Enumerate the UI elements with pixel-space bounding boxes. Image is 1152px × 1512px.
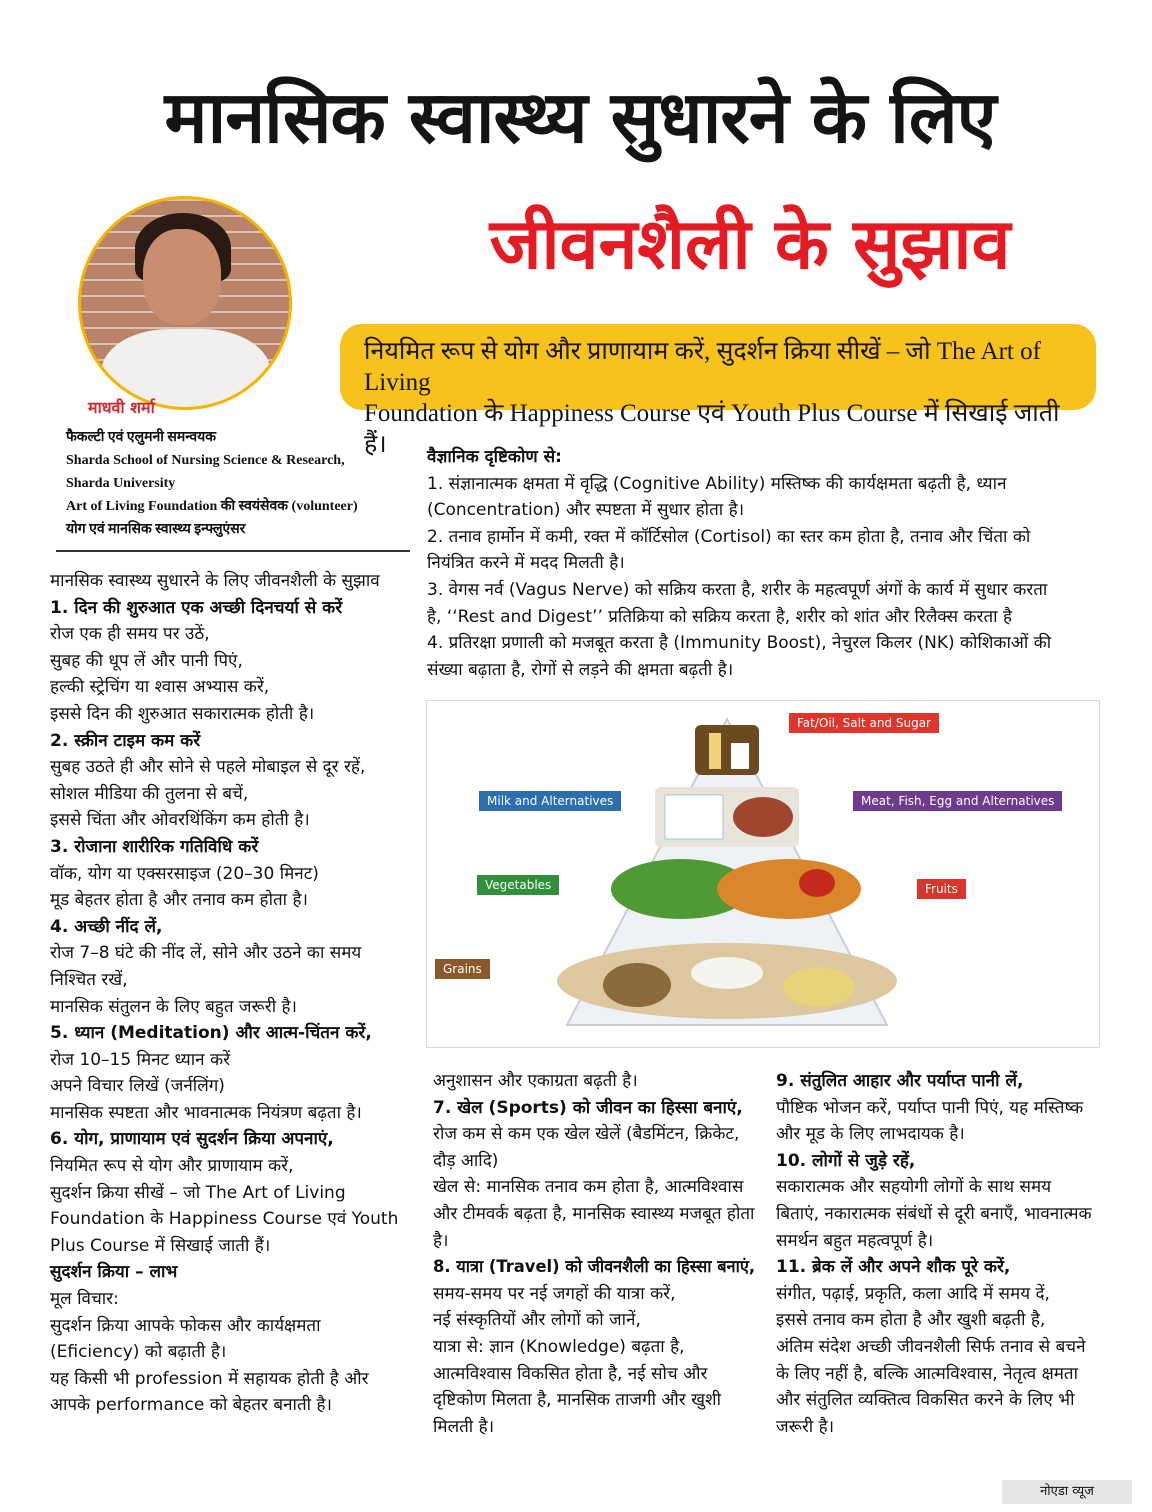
food-pyramid-image: [426, 700, 1100, 1048]
text-line: 1. संज्ञानात्मक क्षमता में वृद्धि (Cognitive Ability) मस्तिष्क की कार्यक्षमता बढ़ती है, ध्यान: [427, 473, 1007, 494]
text-line: मिलती है।: [433, 1416, 495, 1437]
text-line: 4. प्रतिरक्षा प्रणाली को मजबूत करता है (Immunity Boost), नेचुरल किलर (NK) कोशिकाओं की: [427, 633, 1052, 654]
milk-cartons-shape: [665, 795, 723, 839]
label-fruits: Fruits: [917, 879, 966, 899]
pyramid-tier-fruits: [717, 859, 861, 919]
author-credentials: [66, 426, 406, 541]
middle-column-text: [433, 1068, 755, 1440]
meat-shape: [733, 797, 793, 837]
banner-text: [364, 336, 1076, 460]
right-column-text: [776, 1068, 1110, 1440]
text-line: वॉक, योग या एक्सरसाइज (20–30 मिनट): [50, 863, 319, 884]
banner-line-1: नियमित रूप से योग और प्राणायाम करें, सुदर्शन क्रिया सीखें – जो The Art of Living: [364, 338, 1041, 396]
salt-shaker-shape: [731, 743, 749, 769]
text-line: है, ‘‘Rest and Digest’’ प्रतिक्रिया को सक्रिय करता है, शरीर को शांत और रिलैक्स करता है: [427, 606, 1012, 627]
text-line: Foundation के Happiness Course एवं Youth: [50, 1209, 399, 1230]
text-line: आत्मविश्वास विकसित होता है, नई सोच और: [433, 1363, 708, 1384]
text-line: 1. दिन की शुरुआत एक अच्छी दिनचर्या से करें: [50, 597, 343, 618]
text-line: सुदर्शन क्रिया सीखें – जो The Art of Living: [50, 1182, 346, 1203]
text-line: रोज 7–8 घंटे की नींद लें, सोने और उठने का समय: [50, 943, 362, 964]
rice-bowl-shape: [691, 957, 763, 989]
text-line: 4. अच्छी नींद लें,: [50, 916, 163, 937]
footer-tag: नोएडा व्यूज: [1002, 1480, 1132, 1504]
text-line: 3. वेगस नर्व (Vagus Nerve) को सक्रिय करता है, शरीर के महत्वपूर्ण अंगों के कार्य में सुधार करता: [427, 579, 1048, 600]
author-name: माधवी शर्मा: [88, 398, 155, 417]
text-line: अपने विचार लिखें (जर्नलिंग): [50, 1076, 225, 1097]
banner-line-2: Foundation के Happiness Course एवं Youth Plus Course में सिखाई जाती हैं।: [364, 400, 1060, 458]
text-line: मूल विचार:: [50, 1289, 119, 1310]
label-fat-oil-salt-sugar: Fat/Oil, Salt and Sugar: [789, 713, 939, 733]
author-credential-line: Sharda University: [66, 476, 176, 491]
text-line: नियंत्रित करने में मदद मिलती है।: [427, 553, 625, 574]
author-credential-line: फैकल्टी एवं एलुमनी समन्वयक: [66, 430, 217, 445]
text-line: इससे दिन की शुरुआत सकारात्मक होती है।: [50, 703, 315, 724]
oil-bottle-shape: [709, 733, 721, 769]
text-line: 11. ब्रेक लें और अपने शौक पूरे करें,: [776, 1257, 1011, 1278]
text-line: अनुशासन और एकाग्रता बढ़ती है।: [433, 1071, 638, 1091]
text-line: संख्या बढ़ाता है, रोगों से लड़ने की क्षमता बढ़ती है।: [427, 659, 734, 680]
text-line: सुबह उठते ही और सोने से पहले मोबाइल से दूर रहें,: [50, 757, 366, 778]
text-line: जरूरी है।: [776, 1416, 835, 1437]
text-line: नियमित रूप से योग और प्राणायाम करें,: [50, 1156, 294, 1177]
text-line: आपके performance को बेहतर बनाती है।: [50, 1395, 332, 1416]
noodles-shape: [783, 967, 855, 1007]
text-line: Plus Course में सिखाई जाती हैं।: [50, 1235, 271, 1256]
text-line: इससे चिंता और ओवरथिंकिंग कम होती है।: [50, 810, 310, 831]
text-line: रोज 10–15 मिनट ध्यान करें: [50, 1049, 231, 1070]
text-line: सुदर्शन क्रिया – लाभ: [50, 1262, 178, 1283]
scientific-view-block: [427, 444, 1097, 683]
headline-line-2: जीवनशैली के सुझाव: [489, 203, 1011, 285]
text-line: मूड बेहतर होता है और तनाव कम होता है।: [50, 890, 308, 911]
text-line: मानसिक स्पष्टता और भावनात्मक नियंत्रण बढ़ता है।: [50, 1102, 362, 1123]
text-line: 6. योग, प्राणायाम एवं सुदर्शन क्रिया अपनाएं,: [50, 1129, 334, 1150]
text-line: और टीमवर्क बढ़ता है, मानसिक स्वास्थ्य मजबूत होता: [433, 1203, 755, 1224]
text-line: रोज एक ही समय पर उठें,: [50, 624, 210, 645]
author-photo: [78, 196, 292, 410]
text-line: (Eficiency) को बढ़ाती है।: [50, 1342, 227, 1363]
text-line: 2. स्क्रीन टाइम कम करें: [50, 730, 201, 751]
text-line: समर्थन बहुत महत्वपूर्ण है।: [776, 1230, 934, 1251]
text-line: रोज कम से कम एक खेल खेलें (बैडमिंटन, क्रिकेट,: [433, 1124, 740, 1145]
apple-shape: [799, 869, 835, 897]
author-credential-line: Sharda School of Nursing Science & Research,: [66, 453, 345, 468]
text-line: 10. लोगों से जुड़े रहें,: [776, 1150, 916, 1171]
text-line: पौष्टिक भोजन करें, पर्याप्त पानी पिएं, यह मस्तिष्क: [776, 1097, 1084, 1118]
author-credential-line: Art of Living Foundation की स्वयंसेवक (volunteer): [66, 499, 358, 514]
text-line: समय-समय पर नई जगहों की यात्रा करें,: [433, 1283, 676, 1304]
pyramid-tier-fat: [695, 725, 759, 775]
headline-line-1: मानसिक स्वास्थ्य सुधारने के लिए: [164, 75, 996, 159]
text-line: सोशल मीडिया की तुलना से बचें,: [50, 783, 249, 804]
text-line: 9. संतुलित आहार और पर्याप्त पानी लें,: [776, 1071, 1024, 1091]
text-line: (Concentration) और स्पष्टता में सुधार होता है।: [427, 500, 745, 521]
text-line: के लिए नहीं है, बल्कि आत्मविश्वास, नेतृत्व क्षमता: [776, 1363, 1079, 1384]
text-line: नई संस्कृतियों और लोगों को जानें,: [433, 1310, 641, 1331]
author-credential-line: योग एवं मानसिक स्वास्थ्य इन्फ्लुएंसर: [66, 522, 246, 537]
text-line: संगीत, पढ़ाई, प्रकृति, कला आदि में समय दें,: [776, 1283, 1050, 1304]
label-grains: Grains: [435, 959, 490, 979]
text-line: 5. ध्यान (Meditation) और आत्म-चिंतन करें,: [50, 1023, 372, 1044]
label-vegetables: Vegetables: [477, 875, 559, 895]
text-line: निश्चित रखें,: [50, 969, 128, 990]
text-line: और मूड के लिए लाभदायक है।: [776, 1124, 965, 1145]
text-line: यह किसी भी profession में सहायक होती है और: [50, 1368, 369, 1389]
food-pyramid-graphic: [427, 701, 1099, 1047]
left-column-text: [50, 568, 420, 1419]
text-line: वैज्ञानिक दृष्टिकोण से:: [427, 447, 562, 467]
text-line: 3. रोजाना शारीरिक गतिविधि करें: [50, 836, 259, 857]
text-line: बिताएं, नकारात्मक संबंधों से दूरी बनाएँ, भावनात्मक: [776, 1203, 1092, 1224]
text-line: दौड़ आदि): [433, 1150, 499, 1171]
text-line: इससे तनाव कम होता है और खुशी बढ़ती है,: [776, 1310, 1046, 1331]
label-milk: Milk and Alternatives: [479, 791, 621, 811]
text-line: और संतुलित व्यक्तित्व विकसित करने के लिए भी: [776, 1390, 1075, 1411]
text-line: सुबह की धूप लें और पानी पिएं,: [50, 650, 243, 671]
text-line: मानसिक संतुलन के लिए बहुत जरूरी है।: [50, 996, 297, 1017]
text-line: खेल से: मानसिक तनाव कम होता है, आत्मविश्वास: [433, 1177, 744, 1198]
label-meat: Meat, Fish, Egg and Alternatives: [853, 791, 1062, 811]
text-line: हल्की स्ट्रेचिंग या श्वास अभ्यास करें,: [50, 677, 270, 698]
text-line: सकारात्मक और सहयोगी लोगों के साथ समय: [776, 1177, 1052, 1198]
text-line: मानसिक स्वास्थ्य सुधारने के लिए जीवनशैली के सुझाव: [50, 571, 380, 591]
text-line: दृष्टिकोण मिलता है, मानसिक ताजगी और खुशी: [433, 1390, 721, 1411]
text-line: है।: [433, 1230, 449, 1251]
text-line: 2. तनाव हार्मोन में कमी, रक्त में कॉर्टिसोल (Cortisol) का स्तर कम होता है, तनाव और चिंता को: [427, 526, 1031, 547]
text-line: सुदर्शन क्रिया आपके फोकस और कार्यक्षमता: [50, 1315, 321, 1336]
author-face-shape: [143, 229, 221, 325]
text-line: यात्रा से: ज्ञान (Knowledge) बढ़ता है,: [433, 1336, 685, 1357]
author-divider: [56, 550, 410, 552]
text-line: 7. खेल (Sports) को जीवन का हिस्सा बनाएं,: [433, 1097, 743, 1118]
bread-shape: [603, 963, 671, 1007]
text-line: 8. यात्रा (Travel) को जीवनशैली का हिस्सा बनाएं,: [433, 1257, 756, 1278]
text-line: अंतिम संदेश अच्छी जीवनशैली सिर्फ तनाव से बचने: [776, 1336, 1086, 1357]
